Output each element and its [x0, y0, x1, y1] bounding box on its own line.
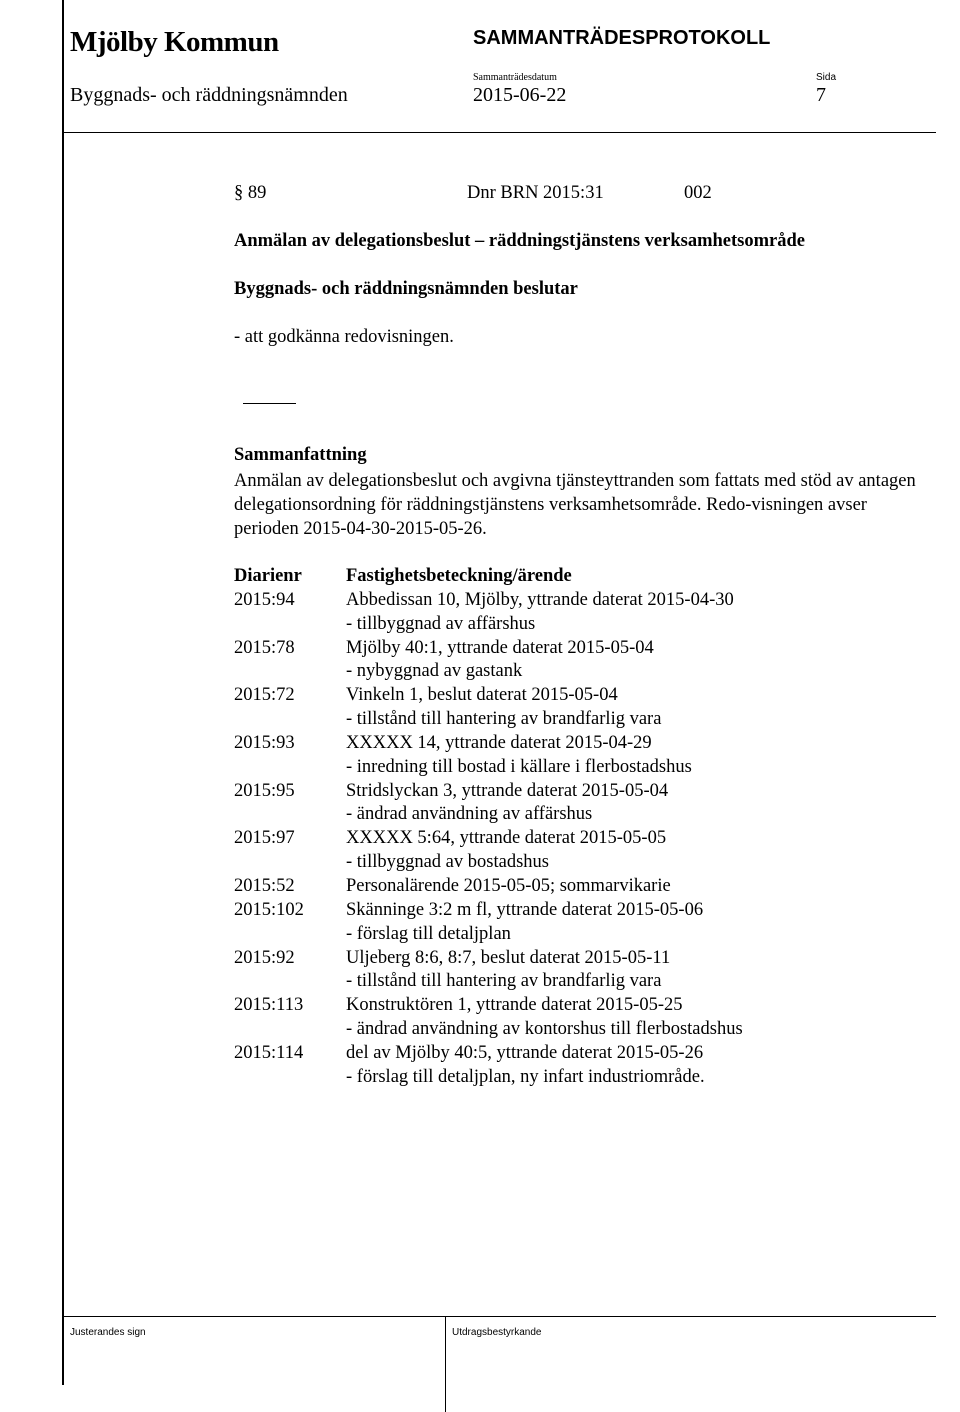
decision-text: - att godkänna redovisningen. — [234, 327, 454, 347]
case-property: Konstruktören 1, yttrande daterat 2015-05-25 — [346, 995, 683, 1016]
margin-line — [62, 0, 64, 1385]
case-description — [346, 899, 914, 947]
table-row — [234, 947, 914, 995]
case-rows — [234, 589, 914, 1090]
case-diarienr: 2015:72 — [234, 685, 295, 706]
case-matter: - förslag till detaljplan, ny infart industriområde. — [346, 1066, 705, 1087]
separator-line — [243, 403, 296, 404]
dnr-code: 002 — [684, 183, 712, 203]
case-description — [346, 827, 914, 875]
table-row — [234, 994, 914, 1042]
column-header-diarienr: Diarienr — [234, 566, 302, 586]
meeting-date: 2015-06-22 — [473, 84, 567, 106]
case-diarienr: 2015:95 — [234, 780, 295, 801]
column-header-property: Fastighetsbeteckning/ärende — [346, 566, 572, 586]
case-property: Skänninge 3:2 m fl, yttrande daterat 2015-05-06 — [346, 899, 704, 920]
case-table-header — [234, 565, 914, 589]
case-matter: - inredning till bostad i källare i flerbostadshus — [346, 756, 692, 777]
table-row — [234, 875, 914, 899]
committee-name: Byggnads- och räddningsnämnden — [70, 84, 348, 106]
document-type: SAMMANTRÄDESPROTOKOLL — [473, 27, 771, 49]
dnr: Dnr BRN 2015:31 — [467, 183, 604, 203]
case-table — [234, 565, 914, 1090]
case-matter: - tillbyggnad av bostadshus — [346, 852, 549, 873]
certification-label: Utdragsbestyrkande — [452, 1327, 542, 1338]
case-description — [346, 875, 914, 899]
footer-divider — [62, 1316, 936, 1317]
case-diarienr: 2015:78 — [234, 637, 295, 658]
header-divider — [62, 132, 936, 133]
item-title: Anmälan av delegationsbeslut – räddningstjänstens verksamhetsområde — [234, 231, 805, 251]
case-description — [346, 589, 914, 637]
case-diarienr: 2015:114 — [234, 1042, 304, 1063]
case-description — [346, 994, 914, 1042]
case-diarienr: 2015:113 — [234, 995, 304, 1016]
case-diarienr: 2015:52 — [234, 875, 295, 896]
case-description — [346, 1042, 914, 1090]
table-row — [234, 899, 914, 947]
case-description — [346, 732, 914, 780]
date-label: Sammanträdesdatum — [473, 72, 557, 83]
case-property: Abbedissan 10, Mjölby, yttrande daterat 2015-04-30 — [346, 589, 734, 610]
table-row — [234, 780, 914, 828]
case-matter: - tillbyggnad av affärshus — [346, 613, 536, 634]
table-row — [234, 1042, 914, 1090]
summary-text: Anmälan av delegationsbeslut och avgivna tjänsteyttranden som fattats med stöd av antagen delegationsordning för räddningstjänstens verksamhetsområde. Redo-visningen avser perioden 2015-04-30-2015-05-26. — [234, 471, 916, 539]
case-property: XXXXX 14, yttrande daterat 2015-04-29 — [346, 732, 652, 753]
page-label: Sida — [816, 72, 837, 83]
table-row — [234, 732, 914, 780]
case-diarienr: 2015:94 — [234, 589, 295, 610]
footer-column-divider — [445, 1316, 446, 1412]
case-description — [346, 780, 914, 828]
case-matter: - ändrad användning av affärshus — [346, 804, 593, 825]
case-diarienr: 2015:97 — [234, 828, 295, 849]
case-property: Vinkeln 1, beslut daterat 2015-05-04 — [346, 685, 618, 706]
table-row — [234, 827, 914, 875]
table-row — [234, 589, 914, 637]
case-property: Personalärende 2015-05-05; sommarvikarie — [346, 875, 671, 896]
table-row — [234, 637, 914, 685]
paragraph-number: § 89 — [234, 183, 267, 203]
case-property: Mjölby 40:1, yttrande daterat 2015-05-04 — [346, 637, 654, 658]
decision-heading: Byggnads- och räddningsnämnden beslutar — [234, 279, 578, 299]
case-property: XXXXX 5:64, yttrande daterat 2015-05-05 — [346, 828, 667, 849]
case-property: Stridslyckan 3, yttrande daterat 2015-05-04 — [346, 780, 669, 801]
case-matter: - ändrad användning av kontorshus till flerbostadshus — [346, 1019, 743, 1040]
organization-name: Mjölby Kommun — [70, 26, 279, 58]
case-property: del av Mjölby 40:5, yttrande daterat 2015-05-26 — [346, 1042, 704, 1063]
case-matter: - nybyggnad av gastank — [346, 661, 523, 682]
case-matter: - förslag till detaljplan — [346, 923, 511, 944]
case-description — [346, 684, 914, 732]
summary-heading: Sammanfattning — [234, 445, 367, 465]
case-diarienr: 2015:93 — [234, 732, 295, 753]
signature-label: Justerandes sign — [70, 1327, 146, 1338]
case-diarienr: 2015:102 — [234, 899, 304, 920]
table-row — [234, 684, 914, 732]
case-matter: - tillstånd till hantering av brandfarlig vara — [346, 971, 662, 992]
case-description — [346, 947, 914, 995]
page-number: 7 — [816, 84, 826, 106]
case-property: Uljeberg 8:6, 8:7, beslut daterat 2015-05-11 — [346, 947, 671, 968]
case-description — [346, 637, 914, 685]
case-matter: - tillstånd till hantering av brandfarlig vara — [346, 709, 662, 730]
case-diarienr: 2015:92 — [234, 947, 295, 968]
